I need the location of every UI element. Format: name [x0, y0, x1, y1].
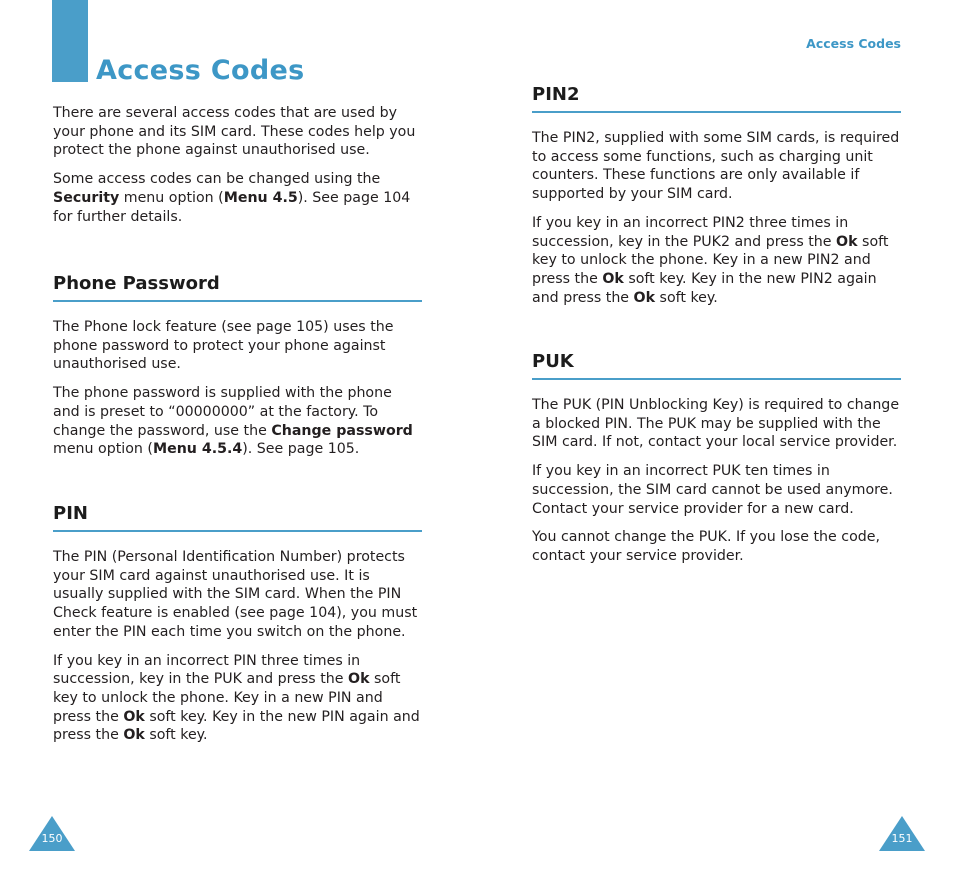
- puk-paragraph-2: If you key in an incorrect PUK ten times in succession, the SIM card cannot be used anymore. Contact your service provider for a new card.: [532, 463, 893, 517]
- left-column: [53, 104, 422, 236]
- puk-paragraph-3: You cannot change the PUK. If you lose the code, contact your service provider.: [532, 529, 881, 564]
- intro-paragraph-1: There are several access codes that are used by your phone and its SIM card. These codes help you protect the phone against unauthorised use.: [53, 105, 416, 159]
- section-phone-password: [53, 272, 422, 469]
- section-heading-pin2: PIN2: [532, 83, 901, 113]
- running-head: Access Codes: [806, 36, 901, 51]
- page-title: Access Codes: [96, 55, 305, 86]
- pin-paragraph-2: If you key in an incorrect PIN three times in succession, key in the PUK and press the Ok soft key to unlock the phone. Key in a new PIN and press the Ok soft key. Key in the new PIN again and press the Ok soft key.: [53, 652, 420, 744]
- intro-paragraph-2: Some access codes can be changed using the Security menu option (Menu 4.5). See page 104 for further details.: [53, 171, 411, 225]
- phone-password-paragraph-1: The Phone lock feature (see page 105) uses the phone password to protect your phone against unauthorised use.: [53, 319, 394, 373]
- title-accent-bar: [52, 0, 88, 82]
- phone-password-paragraph-2: The phone password is supplied with the phone and is preset to “00000000” at the factory. To change the password, use the Change password menu option (Menu 4.5.4). See page 105.: [53, 385, 413, 458]
- pin2-paragraph-2: If you key in an incorrect PIN2 three times in succession, key in the PUK2 and press the Ok soft key to unlock the phone. Key in a new PIN2 and press the Ok soft key. Key in the new PIN2 again and press the Ok soft key.: [532, 214, 889, 306]
- pin2-paragraph-1: The PIN2, supplied with some SIM cards, is required to access some functions, such as charging unit counters. These functions are only available if supported by your SIM card.: [532, 130, 900, 203]
- page-number-left: [29, 816, 75, 852]
- page-number-right: [879, 816, 925, 852]
- section-heading-pin: PIN: [53, 502, 422, 532]
- section-puk: [532, 350, 901, 576]
- section-heading-phone-password: Phone Password: [53, 272, 422, 302]
- section-heading-puk: PUK: [532, 350, 901, 380]
- section-pin2: [532, 83, 901, 317]
- page-number-left-label: 150: [41, 832, 63, 845]
- puk-paragraph-1: The PUK (PIN Unblocking Key) is required to change a blocked PIN. The PUK may be supplied with the SIM card. If not, contact your local service provider.: [532, 397, 900, 451]
- page-number-right-label: 151: [891, 832, 913, 845]
- section-pin: [53, 502, 422, 755]
- pin-paragraph-1: The PIN (Personal Identification Number) protects your SIM card against unauthorised use. It is usually supplied with the SIM card. When the PIN Check feature is enabled (see page 104), you must enter the PIN each time you switch on the phone.: [53, 549, 418, 640]
